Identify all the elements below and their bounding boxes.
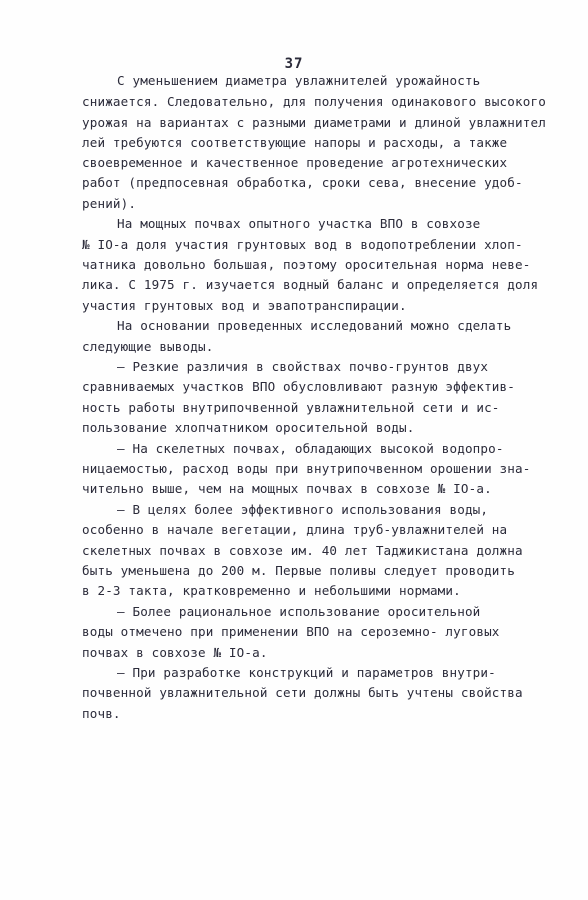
text-line: лей требуются соответствующие напоры и расходы, а также xyxy=(82,135,508,150)
text-line: На основании проведенных исследований можно сделать xyxy=(117,318,512,333)
text-line: ность работы внутрипочвенной увлажнительной сети и ис- xyxy=(82,400,500,415)
text-line: почв. xyxy=(82,706,121,721)
text-line: почвенной увлажнительной сети должны быть учтены свойства xyxy=(82,685,523,700)
text-line: участия грунтовых вод и эвапотранспирации. xyxy=(82,298,407,313)
text-line: снижается. Следовательно, для получения одинакового высокого xyxy=(82,94,546,109)
text-line: быть уменьшена до 200 м. Первые поливы следует проводить xyxy=(82,563,515,578)
text-line: урожая на вариантах с разными диаметрами и длиной увлажнител xyxy=(82,115,546,130)
text-line: почвах в совхозе № IO-а. xyxy=(82,645,268,660)
text-line: своевременное и качественное проведение агротехнических xyxy=(82,155,508,170)
text-line: лика. С 1975 г. изучается водный баланс и определяется доля xyxy=(82,277,539,292)
text-line: в 2-3 такта, кратковременно и небольшими нормами. xyxy=(82,583,461,598)
text-line: воды отмечено при применении ВПО на сероземно- луговых xyxy=(82,624,500,639)
text-line: С уменьшением диаметра увлажнителей урожайность xyxy=(117,73,481,88)
text-line: – Более рациональное использование оросительной xyxy=(117,604,481,619)
text-line: особенно в начале вегетации, длина труб-увлажнителей на xyxy=(82,522,508,537)
text-line: На мощных почвах опытного участка ВПО в совхозе xyxy=(117,216,481,231)
text-line: сравниваемых участков ВПО обусловливают разную эффектив- xyxy=(82,379,515,394)
text-line: – Резкие различия в свойствах почво-грунтов двух xyxy=(117,359,489,374)
text-line: ницаемостью, расход воды при внутрипочвенном орошении зна- xyxy=(82,461,531,476)
text-line: следующие выводы. xyxy=(82,339,214,354)
text-line: рений). xyxy=(82,196,137,211)
text-line: чительно выше, чем на мощных почвах в совхозе № IO-а. xyxy=(82,481,492,496)
text-line: пользование хлопчатником оросительной воды. xyxy=(82,420,415,435)
text-line: скелетных почвах в совхозе им. 40 лет Таджикистана должна xyxy=(82,543,523,558)
text-line: чатника довольно большая, поэтому оросительная норма неве- xyxy=(82,257,531,272)
text-line: – При разработке конструкций и параметров внутри- xyxy=(117,665,496,680)
text-line: – На скелетных почвах, обладающих высокой водопро- xyxy=(117,441,504,456)
text-line: – В целях более эффективного использования воды, xyxy=(117,502,489,517)
text-line: работ (предпосевная обработка, сроки сева, внесение удоб- xyxy=(82,175,523,190)
page-number: 37 xyxy=(284,56,304,72)
text-line: № IO-а доля участия грунтовых вод в водопотреблении хлоп- xyxy=(82,237,523,252)
